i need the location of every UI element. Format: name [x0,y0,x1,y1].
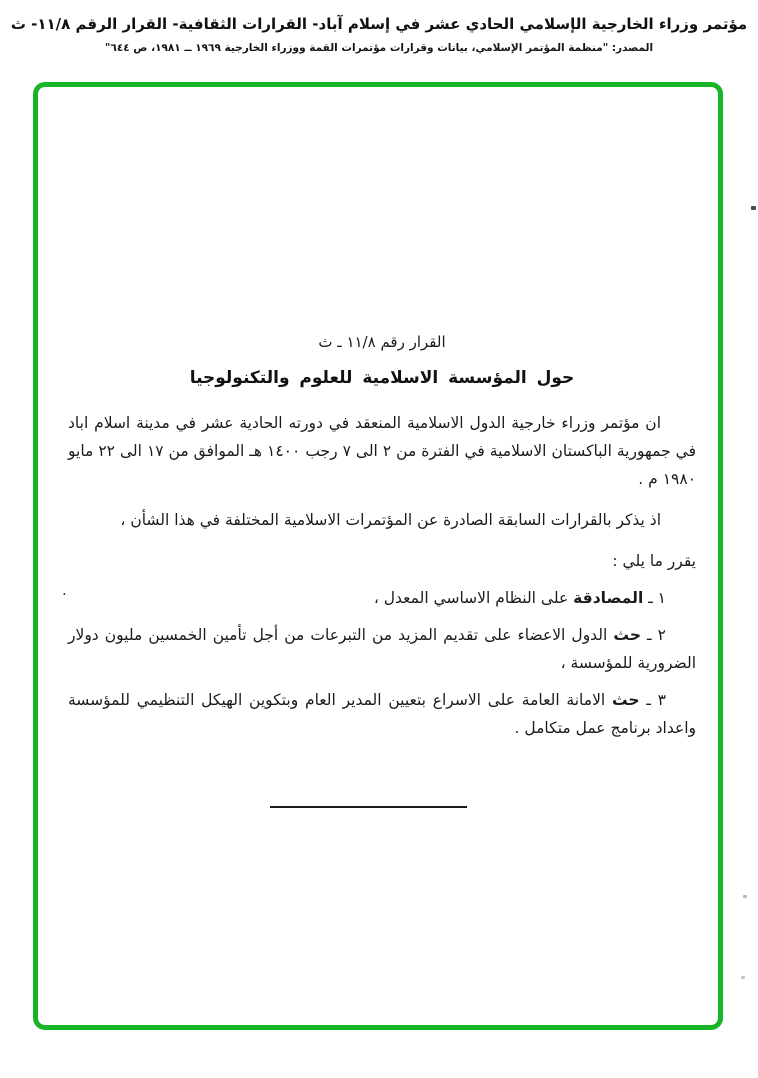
document-body [68,328,696,808]
item-1-keyword: المصادقة [573,589,644,607]
paragraph-recall-clause: اذ يذكر بالقرارات السابقة الصادرة عن المؤتمرات الاسلامية المختلفة في هذا الشأن ، [120,511,661,529]
item-3-number: ٣ ـ [639,691,666,709]
item-2-number: ٢ ـ [641,626,666,644]
stray-period-mark: . [62,581,67,599]
paragraph-preamble: ان مؤتمر وزراء خارجية الدول الاسلامية المنعقد في دورته الحادية عشر في مدينة اسلام اباد في جمهورية الباكستان الاسلامية في الفترة من ٢ الى ٧ رجب ١٤٠٠ هـ الموافق من ١٧ الى ٢٢ مايو ١٩٨٠ م . [68,414,696,488]
resolution-number: القرار رقم ١١/٨ ـ ث [318,333,446,351]
item-2-keyword: حث [613,626,641,644]
item-3-keyword: حث [611,691,640,709]
conference-title: مؤتمر وزراء الخارجية الإسلامي الحادي عشر في إسلام آباد- القرارات الثقافية- القرار الرقم ١١/٨- ث [10,15,748,33]
item-1-number: ١ ـ [643,589,666,607]
resolution-title: حول المؤسسة الاسلامية للعلوم والتكنولوجيا [189,368,575,388]
resolution-item-1 [68,584,696,612]
source-citation: المصدر: "منظمة المؤتمر الإسلامي، بيانات وقرارات مؤتمرات القمة ووزراء الخارجية ١٩٦٩ ــ ١٩٨١، ص ٦٤٤" [104,42,654,54]
page-header [0,15,758,54]
resolution-item-2 [68,621,696,677]
item-1-text: على النظام الاساسي المعدل ، [373,589,574,607]
scan-speck [743,895,747,898]
scan-speck [751,206,756,210]
scan-speck [741,976,745,979]
item-3-text: الامانة العامة على الاسراع بتعيين المدير العام وبتكوين الهيكل التنظيمي للمؤسسة واعداد برنامج عمل متكامل . [68,691,696,737]
divider-line [270,806,467,808]
paragraph-decides-intro: يقرر ما يلي : [612,552,696,570]
item-2-text: الدول الاعضاء على تقديم المزيد من التبرعات من أجل تأمين الخمسين مليون دولار الضرورية للمؤسسة ، [68,626,696,672]
resolution-item-3 [68,686,696,742]
